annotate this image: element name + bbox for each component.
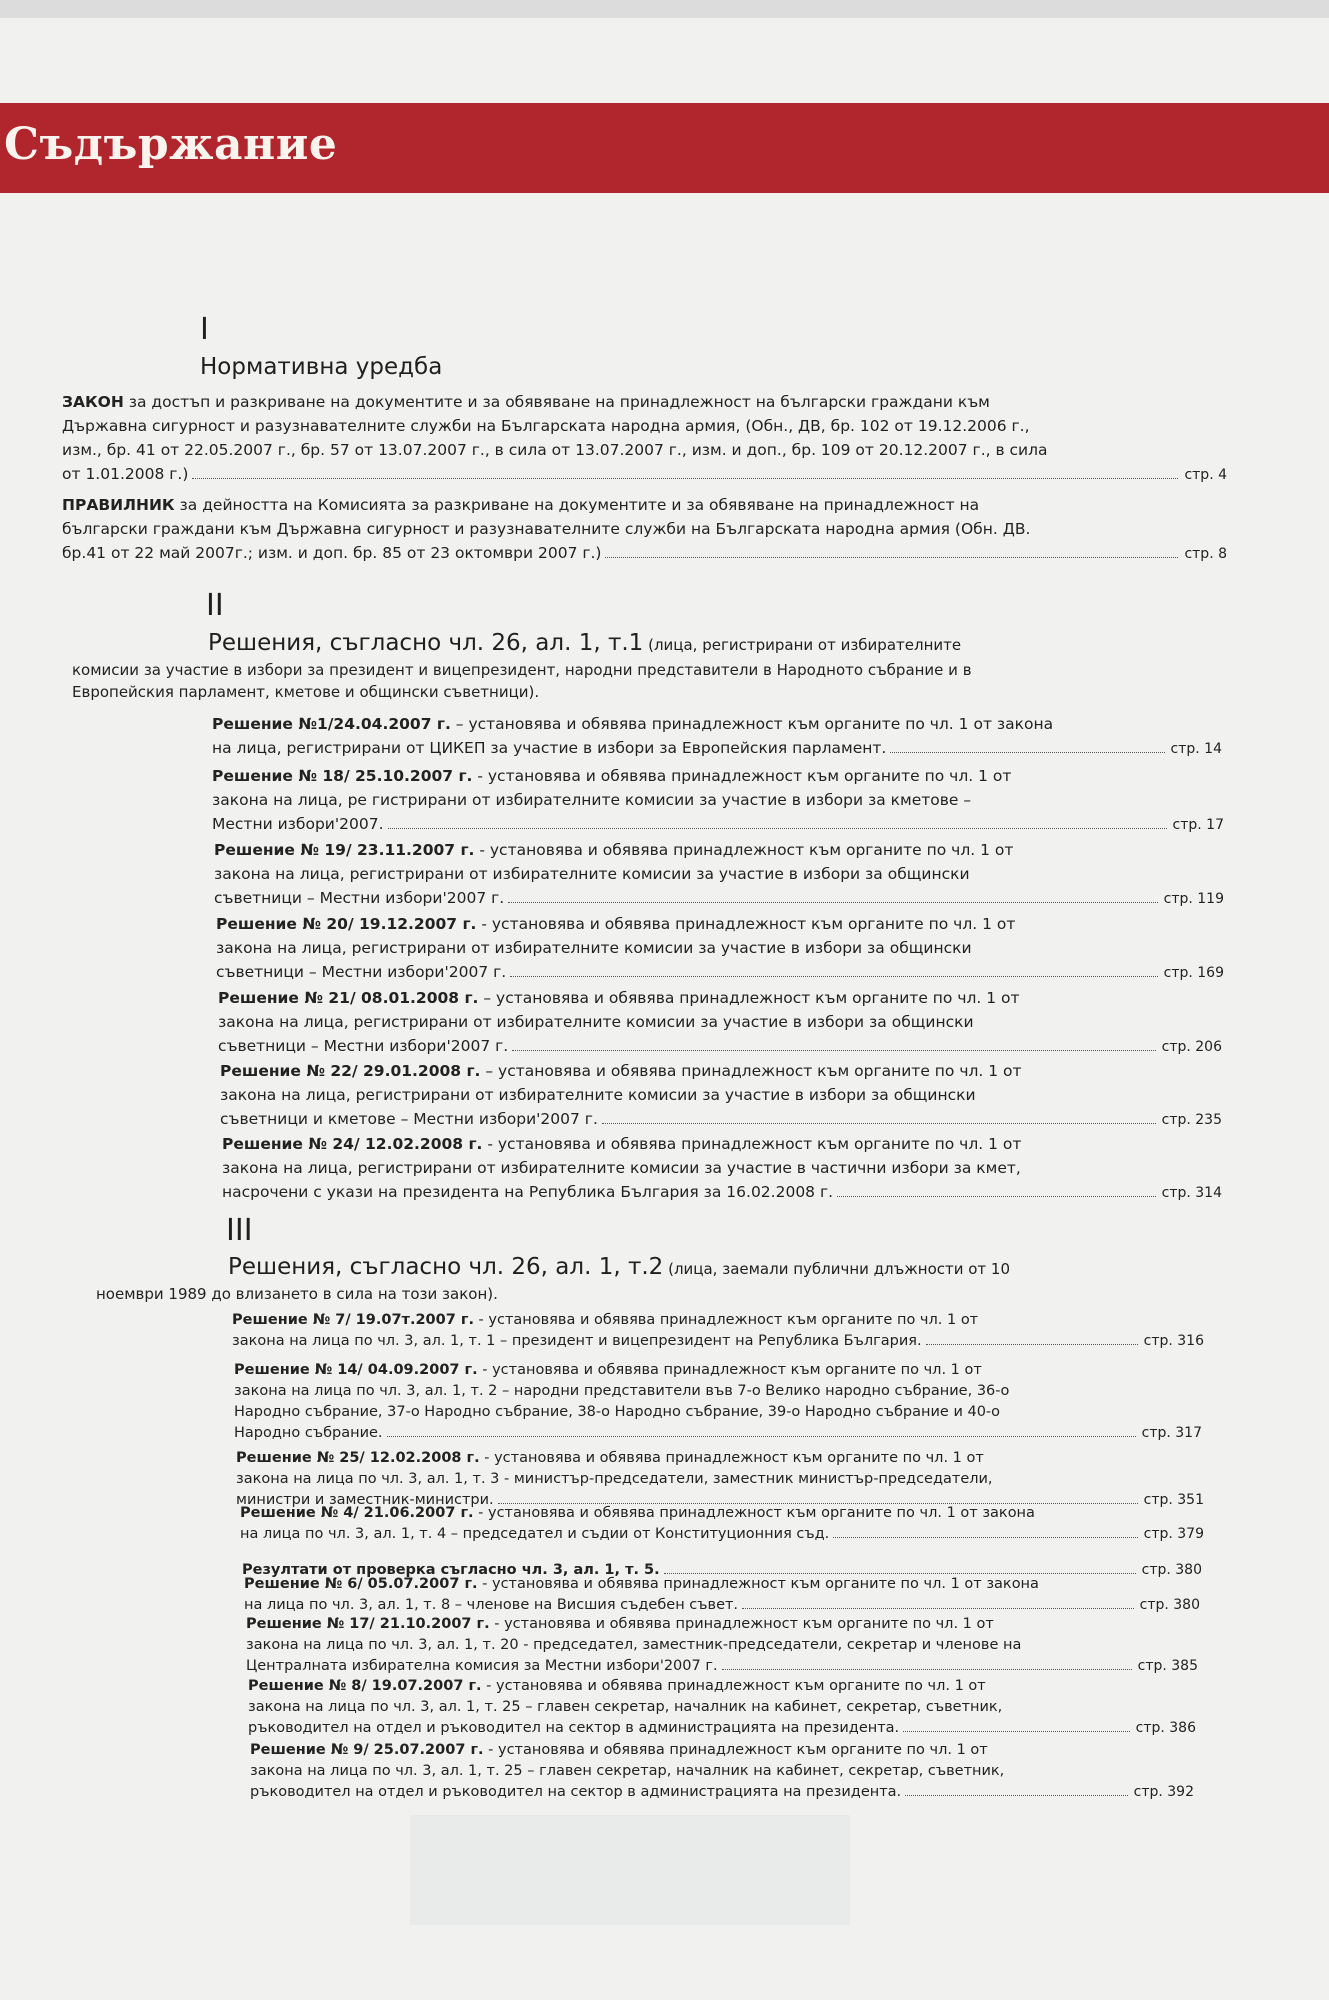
toc-entry-line — [212, 812, 1224, 837]
page-number: стр. 206 — [1161, 1039, 1222, 1055]
toc-entry[interactable] — [222, 1132, 1222, 1205]
page-number: стр. 17 — [1172, 817, 1224, 833]
section-subtitle-line: (лица, регистрирани от избирателните — [643, 636, 962, 654]
toc-entry-line — [62, 390, 1227, 414]
toc-entry-label: Решение № 21/ 08.01.2008 г. — [218, 989, 479, 1007]
toc-entry-text: изм., бр. 41 от 22.05.2007 г., бр. 57 от 13.07.2007 г., в сила от 13.07.2007 г., изм. и доп., бр. 109 от 20.12.2007 г., в сила — [62, 441, 1048, 459]
dot-leader — [605, 557, 1178, 558]
dot-leader — [192, 478, 1178, 479]
toc-entry-label: ПРАВИЛНИК — [62, 496, 175, 514]
toc-entry-text: насрочени с укази на президента на Република България за 16.02.2008 г. — [222, 1183, 834, 1201]
section-title-text: Решения, съгласно чл. 26, ал. 1, т.1 — [208, 630, 644, 656]
toc-entry-text: закона на лица по чл. 3, ал. 1, т. 3 - министър-председатели, заместник министър-председатели, — [236, 1471, 993, 1487]
toc-entry-line — [250, 1740, 1194, 1761]
toc-entry[interactable] — [232, 1310, 1204, 1352]
toc-entry[interactable] — [216, 912, 1224, 985]
toc-entry-line — [212, 712, 1222, 736]
section-title — [200, 352, 442, 382]
toc-entry-label: Решение №1/24.04.2007 г. — [212, 715, 451, 733]
toc-entry-label: Решение № 14/ 04.09.2007 г. — [234, 1362, 478, 1378]
toc-entry[interactable] — [212, 712, 1222, 761]
toc-entry-line — [244, 1595, 1200, 1616]
toc-entry-label: Решение № 17/ 21.10.2007 г. — [246, 1616, 490, 1632]
page-number: стр. 169 — [1163, 965, 1224, 981]
toc-entry-line — [240, 1503, 1204, 1524]
toc-entry-line — [222, 1156, 1222, 1180]
page-number: стр. 392 — [1133, 1784, 1194, 1800]
toc-entry-line — [234, 1381, 1202, 1402]
toc-entry-text: - установява и обявява принадлежност към органите по чл. 1 от — [477, 1362, 982, 1378]
toc-entry-line — [232, 1310, 1204, 1331]
toc-entry-label: Решение № 4/ 21.06.2007 г. — [240, 1505, 474, 1521]
toc-entry-text: - установява и обявява принадлежност към органите по чл. 1 от — [489, 1616, 994, 1632]
toc-entry-line — [218, 1010, 1222, 1034]
toc-entry-text: - установява и обявява принадлежност към органите по чл. 1 от — [481, 1678, 986, 1694]
toc-entry-label: Решение № 20/ 19.12.2007 г. — [216, 915, 477, 933]
toc-entry-text: за достъп и разкриване на документите и за обявяване на принадлежност на български граждани към — [123, 393, 990, 411]
toc-entry-text: закона на лица, регистрирани от избирателните комисии за участие в избори за общински — [218, 1013, 974, 1031]
toc-entry-label: Решение № 24/ 12.02.2008 г. — [222, 1135, 483, 1153]
toc-entry-text: - установява и обявява принадлежност към органите по чл. 1 от закона — [473, 1505, 1035, 1521]
page-number: стр. 119 — [1163, 891, 1224, 907]
page-number: стр. 386 — [1135, 1720, 1196, 1736]
page-number: стр. 380 — [1141, 1562, 1202, 1578]
toc-entry-line — [246, 1614, 1198, 1635]
toc-entry[interactable] — [218, 986, 1222, 1059]
dot-leader — [905, 1795, 1127, 1796]
page-number: стр. 4 — [1184, 467, 1227, 483]
section-subtitle-line: ноември 1989 до влизането в сила на този закон). — [96, 1285, 498, 1303]
toc-entry-text: закона на лица, регистрирани от избирателните комисии за участие в избори за общински — [214, 865, 970, 883]
toc-entry[interactable] — [220, 1059, 1222, 1132]
toc-entry-text: закона на лица по чл. 3, ал. 1, т. 2 – народни представители във 7-о Велико народно събрание, 36-о — [234, 1383, 1010, 1399]
toc-entry-line — [236, 1448, 1204, 1469]
page-number: стр. 314 — [1161, 1185, 1222, 1201]
toc-entry-line — [250, 1782, 1194, 1803]
toc-entry-line — [248, 1676, 1196, 1697]
toc-entry[interactable] — [248, 1676, 1196, 1739]
toc-entry[interactable] — [240, 1503, 1204, 1545]
toc-entry-text: закона на лица, регистрирани от избирателните комисии за участие в избори за общински — [216, 939, 972, 957]
toc-entry-line — [216, 936, 1224, 960]
dot-leader — [508, 902, 1157, 903]
toc-entry-label: Решение № 7/ 19.07т.2007 г. — [232, 1312, 474, 1328]
toc-entry[interactable] — [236, 1448, 1204, 1511]
toc-entry-text: ръководител на отдел и ръководител на сектор в администрацията на президента. — [248, 1720, 900, 1736]
toc-entry-line — [62, 438, 1227, 462]
toc-entry-line — [244, 1574, 1200, 1595]
dot-leader — [833, 1537, 1137, 1538]
toc-entry-line — [248, 1718, 1196, 1739]
toc-entry-text: - установява и обявява принадлежност към органите по чл. 1 от — [473, 1312, 979, 1328]
toc-entry-text: съветници и кметове – Местни избори'2007 г. — [220, 1110, 598, 1128]
section-title-text: Нормативна уредба — [200, 354, 443, 380]
toc-entry-label: Решение № 19/ 23.11.2007 г. — [214, 841, 475, 859]
toc-entry-line — [220, 1059, 1222, 1083]
section-subtitle-line: Европейския парламент, кметове и общински съветници). — [72, 683, 540, 701]
page-title: Съдържание — [4, 119, 338, 170]
section-numeral: II — [206, 588, 224, 623]
toc-entry-text: на лица по чл. 3, ал. 1, т. 8 – членове на Висшия съдебен съвет. — [244, 1597, 739, 1613]
page-number: стр. 380 — [1139, 1597, 1200, 1613]
toc-entry-text: - установява и обявява принадлежност към органите по чл. 1 от закона — [477, 1576, 1039, 1592]
toc-entry-line — [250, 1761, 1194, 1782]
dot-leader — [388, 828, 1167, 829]
section-subtitle-line: (лица, заемали публични длъжности от 10 — [663, 1260, 1011, 1278]
toc-entry-text: закона на лица, ре гистрирани от избирателните комисии за участие в избори за кметове – — [212, 791, 972, 809]
toc-entry-text: - установява и обявява принадлежност към органите по чл. 1 от — [483, 1742, 988, 1758]
toc-entry-text: съветници – Местни избори'2007 г. — [214, 889, 505, 907]
toc-entry-text: бр.41 от 22 май 2007г.; изм. и доп. бр. 85 от 23 октомври 2007 г.) — [62, 544, 602, 562]
page-number: стр. 316 — [1143, 1333, 1204, 1349]
toc-entry-label: ЗАКОН — [62, 393, 124, 411]
section-numeral: III — [226, 1213, 253, 1248]
toc-entry-line — [234, 1360, 1202, 1381]
toc-entry-text: Народно събрание. — [234, 1425, 383, 1441]
toc-entry-line — [214, 862, 1224, 886]
dot-leader — [903, 1731, 1129, 1732]
toc-entry-line — [62, 541, 1227, 566]
toc-entry-label: Резултати от проверка съгласно чл. 3, ал. 1, т. 5. — [242, 1562, 660, 1578]
toc-entry-line — [212, 764, 1224, 788]
toc-entry-text: на лица по чл. 3, ал. 1, т. 4 – председател и съдии от Конституционния съд. — [240, 1526, 830, 1542]
page-number: стр. 235 — [1161, 1112, 1222, 1128]
toc-entry-text: - установява и обявява принадлежност към органите по чл. 1 от — [472, 767, 1012, 785]
toc-entry-line — [240, 1524, 1204, 1545]
page-number: стр. 385 — [1137, 1658, 1198, 1674]
toc-entry[interactable] — [250, 1740, 1194, 1803]
toc-entry-text: – установява и обявява принадлежност към органите по чл. 1 от закона — [450, 715, 1054, 733]
toc-entry-line — [234, 1402, 1202, 1423]
toc-entry-line — [248, 1697, 1196, 1718]
section-subtitle-line: комисии за участие в избори за президент и вицепрезидент, народни представители в Народното събрание и в — [72, 661, 972, 679]
toc-entry-text: закона на лица, регистрирани от избирателните комисии за участие в избори за общински — [220, 1086, 976, 1104]
dot-leader — [926, 1344, 1138, 1345]
toc-entry-text: закона на лица по чл. 3, ал. 1, т. 25 – главен секретар, началник на кабинет, секретар, съветник, — [250, 1763, 1005, 1779]
toc-entry[interactable] — [212, 764, 1224, 837]
section-title — [228, 1252, 1010, 1284]
toc-entry-label: Решение № 18/ 25.10.2007 г. — [212, 767, 473, 785]
toc-entry[interactable] — [234, 1360, 1202, 1444]
toc-entry-text: закона на лица по чл. 3, ал. 1, т. 20 - председател, заместник-председатели, секретар и членове на — [246, 1637, 1022, 1653]
toc-entry-line — [232, 1331, 1204, 1352]
toc-entry-line — [62, 517, 1227, 541]
toc-entry-text: ръководител на отдел и ръководител на сектор в администрацията на президента. — [250, 1784, 902, 1800]
toc-entry-line — [212, 736, 1222, 761]
toc-entry-text: Народно събрание, 37-о Народно събрание, 38-о Народно събрание, 39-о Народно събрание и 40-о — [234, 1404, 1001, 1420]
toc-entry-line — [236, 1469, 1204, 1490]
dot-leader — [890, 752, 1164, 753]
page-number: стр. 351 — [1143, 1492, 1204, 1508]
toc-entry-line — [216, 912, 1224, 936]
toc-entry-label: Решение № 9/ 25.07.2007 г. — [250, 1742, 484, 1758]
toc-entry-line — [214, 886, 1224, 911]
page-number: стр. 8 — [1184, 546, 1227, 562]
toc-entry-text: съветници – Местни избори'2007 г. — [218, 1037, 509, 1055]
section-title-text: Решения, съгласно чл. 26, ал. 1, т.2 — [228, 1254, 664, 1280]
toc-entry-text: за дейността на Комисията за разкриване на документите и за обявяване на принадлежност на — [174, 496, 980, 514]
toc-entry-text: – установява и обявява принадлежност към органите по чл. 1 от — [480, 1062, 1022, 1080]
toc-entry-text: Централната избирателна комисия за Местни избори'2007 г. — [246, 1658, 718, 1674]
toc-entry-text: съветници – Местни избори'2007 г. — [216, 963, 507, 981]
toc-entry[interactable] — [62, 493, 1227, 566]
dot-leader — [722, 1669, 1132, 1670]
toc-entry-line — [214, 838, 1224, 862]
section-numeral: I — [200, 312, 209, 347]
toc-entry-text: на лица, регистрирани от ЦИКЕП за участие в избори за Европейския парламент. — [212, 739, 887, 757]
toc-entry[interactable] — [246, 1614, 1198, 1677]
toc-entry-text: Държавна сигурност и разузнавателните служби на Българската народна армия, (Обн., ДВ, бр. 102 от 19.12.2006 г., — [62, 417, 1030, 435]
toc-entry-text: закона на лица по чл. 3, ал. 1, т. 1 – президент и вицепрезидент на Република България. — [232, 1333, 922, 1349]
toc-entry-text: - установява и обявява принадлежност към органите по чл. 1 от — [479, 1450, 984, 1466]
toc-entry[interactable] — [214, 838, 1224, 911]
toc-entry[interactable] — [244, 1574, 1200, 1616]
toc-entry-text: от 1.01.2008 г.) — [62, 465, 189, 483]
dot-leader — [387, 1436, 1136, 1437]
toc-entry-label: Решение № 8/ 19.07.2007 г. — [248, 1678, 482, 1694]
toc-entry-line — [222, 1180, 1222, 1205]
toc-entry-text: Местни избори'2007. — [212, 815, 384, 833]
page-number: стр. 379 — [1143, 1526, 1204, 1542]
page-number: стр. 317 — [1141, 1425, 1202, 1441]
toc-entry-line — [216, 960, 1224, 985]
toc-entry-line — [212, 788, 1224, 812]
toc-entry-line — [220, 1083, 1222, 1107]
toc-entry-label: Решение № 25/ 12.02.2008 г. — [236, 1450, 480, 1466]
toc-entry-text: - установява и обявява принадлежност към органите по чл. 1 от — [474, 841, 1014, 859]
toc-entry-line — [246, 1635, 1198, 1656]
toc-entry-text: министри и заместник-министри. — [236, 1492, 494, 1508]
toc-entry-line — [62, 493, 1227, 517]
dot-leader — [510, 976, 1157, 977]
toc-entry-label: Решение № 6/ 05.07.2007 г. — [244, 1576, 478, 1592]
toc-entry-text: - установява и обявява принадлежност към органите по чл. 1 от — [482, 1135, 1022, 1153]
toc-entry-text: закона на лица, регистрирани от избирателните комисии за участие в частични избори за кмет, — [222, 1159, 1021, 1177]
toc-entry-line — [246, 1656, 1198, 1677]
toc-entry-line — [222, 1132, 1222, 1156]
toc-entry-line — [234, 1423, 1202, 1444]
toc-entry-text: – установява и обявява принадлежност към органите по чл. 1 от — [478, 989, 1020, 1007]
page-number: стр. 14 — [1170, 741, 1222, 757]
toc-entry-label: Решение № 22/ 29.01.2008 г. — [220, 1062, 481, 1080]
toc-entry-text: български граждани към Държавна сигурност и разузнавателните служби на Българската народна армия (Обн. ДВ. — [62, 520, 1031, 538]
dot-leader — [837, 1196, 1156, 1197]
toc-entry-line — [62, 414, 1227, 438]
toc-entry-text: - установява и обявява принадлежност към органите по чл. 1 от — [476, 915, 1016, 933]
toc-entry-text: закона на лица по чл. 3, ал. 1, т. 25 – главен секретар, началник на кабинет, секретар, съветник, — [248, 1699, 1003, 1715]
dot-leader — [602, 1123, 1156, 1124]
dot-leader — [512, 1050, 1155, 1051]
toc-entry-line — [218, 1034, 1222, 1059]
toc-entry-line — [218, 986, 1222, 1010]
toc-entry-line — [220, 1107, 1222, 1132]
toc-entry-line — [62, 462, 1227, 487]
toc-entry[interactable] — [62, 390, 1227, 487]
dot-leader — [742, 1608, 1134, 1609]
section-title — [208, 628, 961, 660]
